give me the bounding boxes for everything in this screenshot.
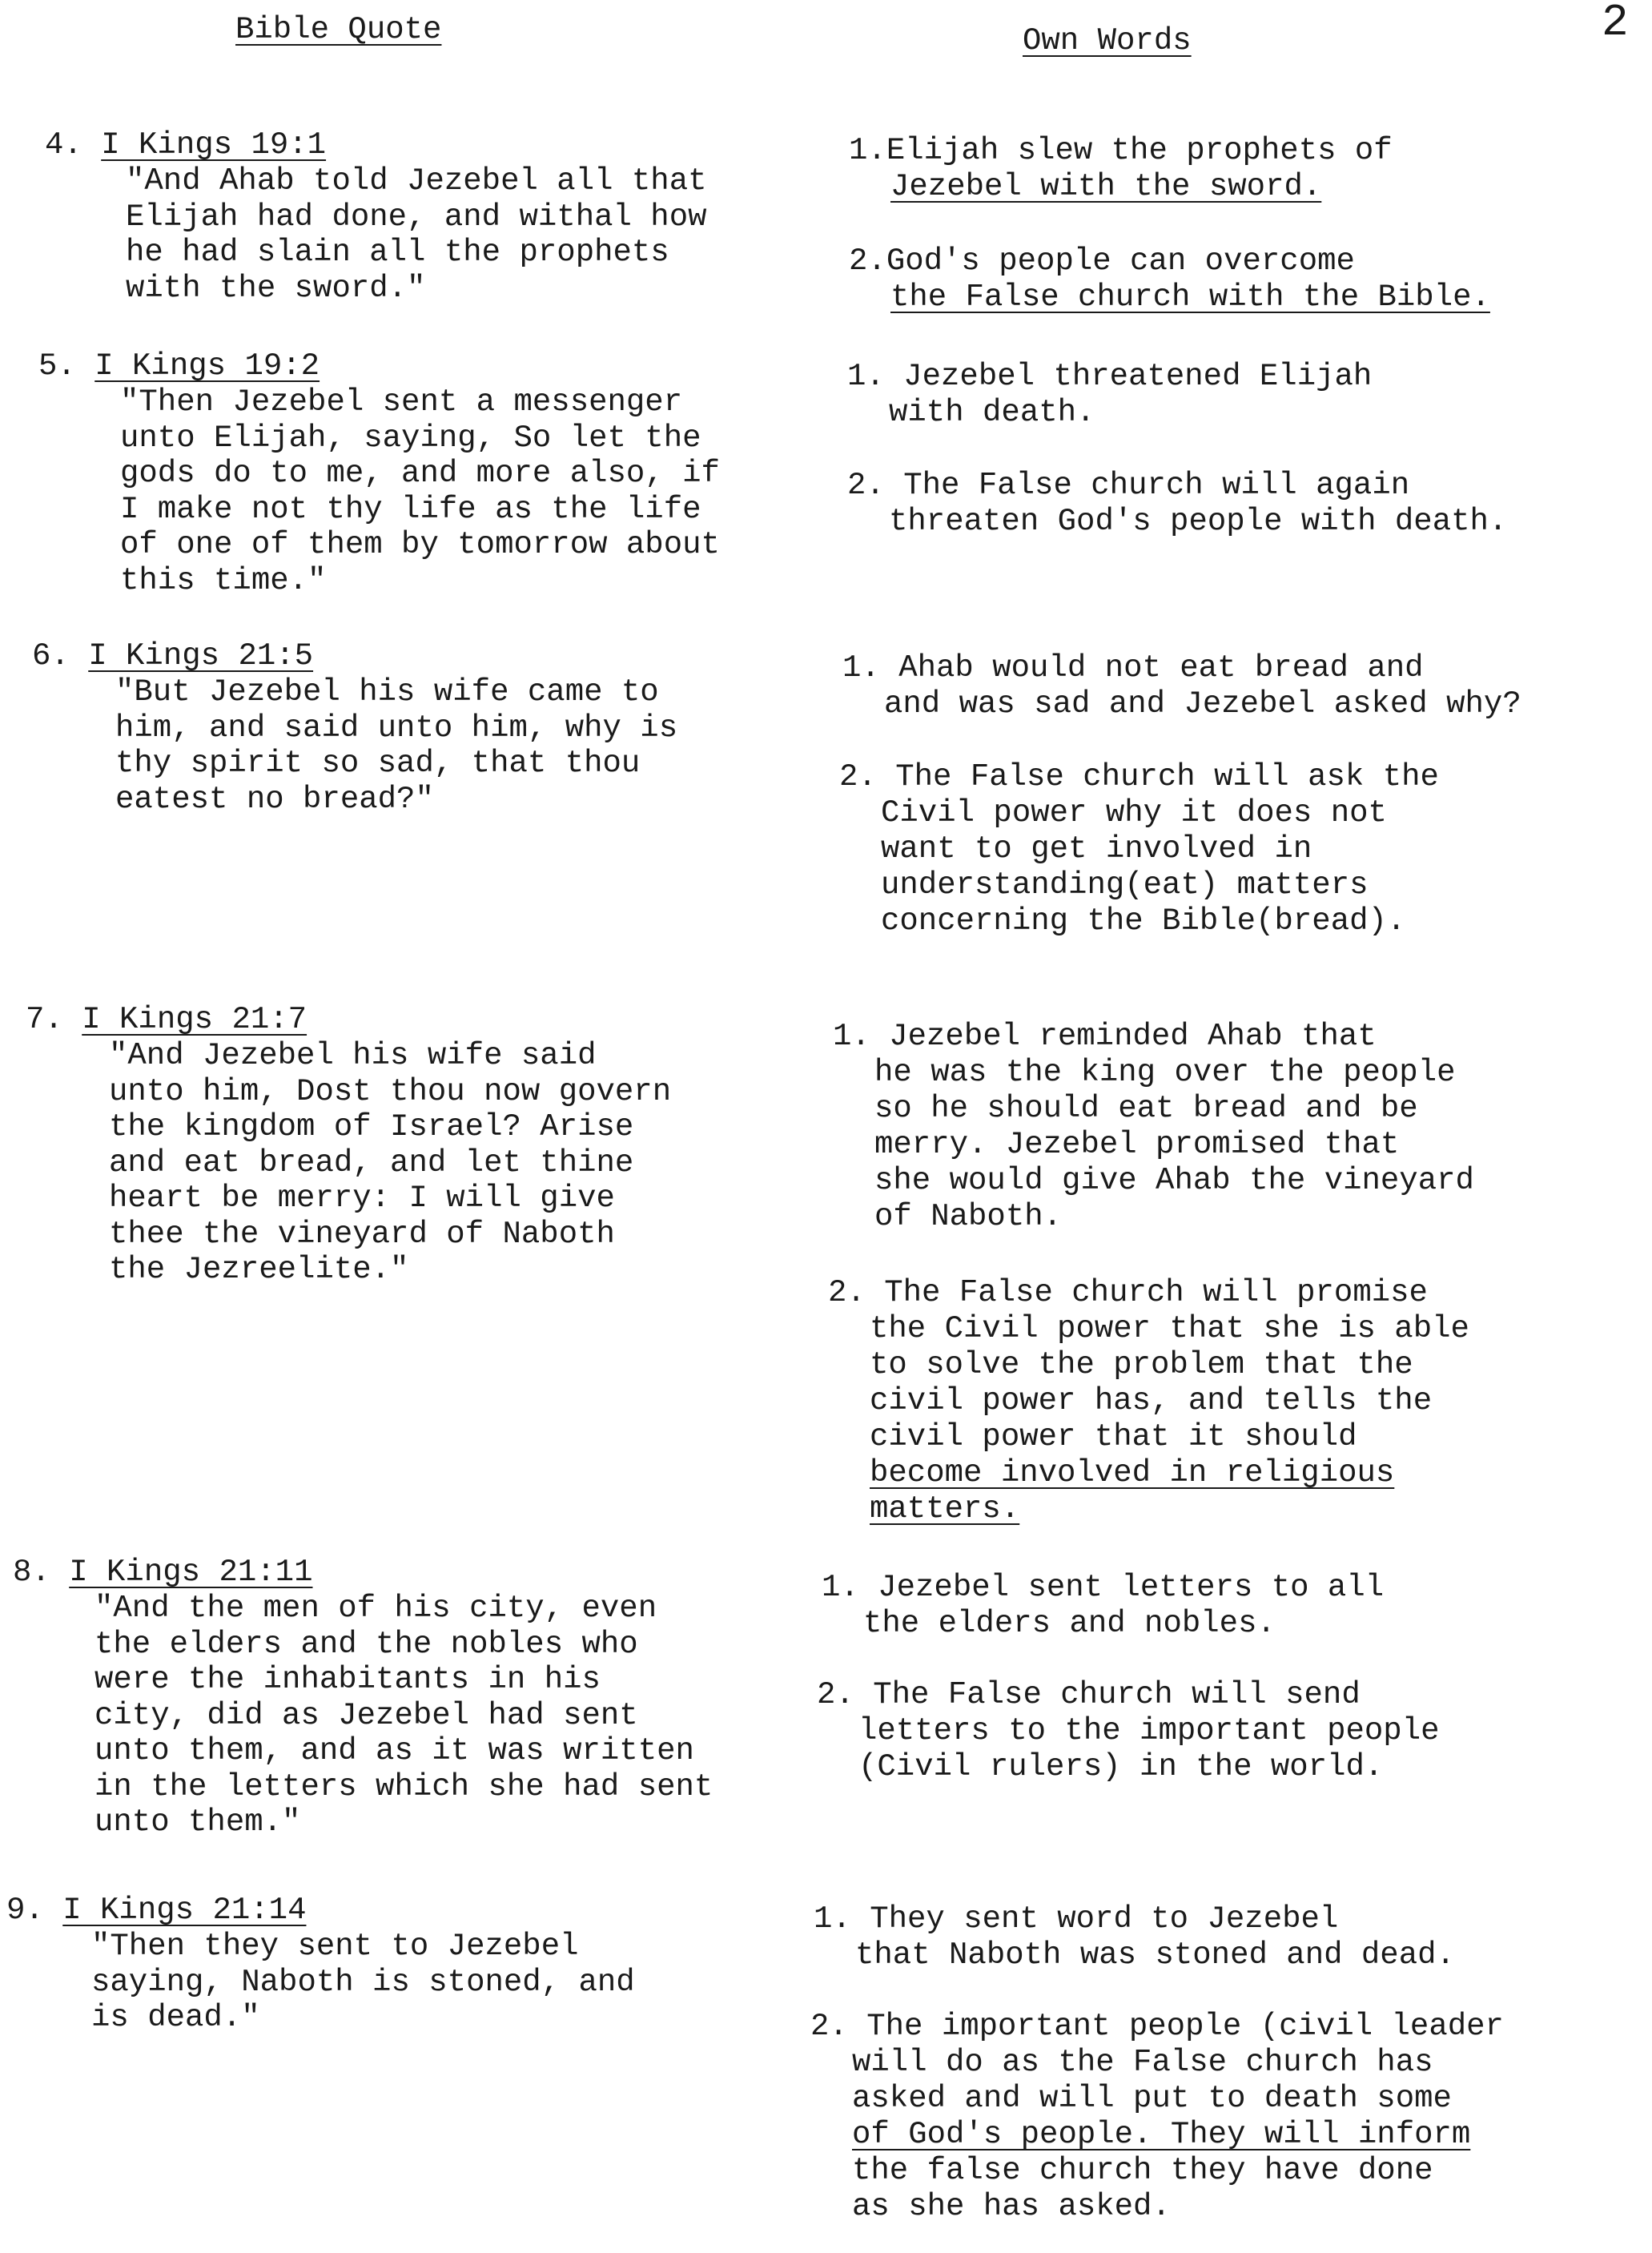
quote-line: "And Jezebel his wife said bbox=[109, 1038, 597, 1073]
entry-6 bbox=[32, 638, 677, 817]
point-number: 2. bbox=[828, 1275, 866, 1310]
entry-number: 9. bbox=[6, 1893, 44, 1928]
point-line: to solve the problem that the bbox=[870, 1347, 1413, 1382]
quote-line: the Jezreelite." bbox=[109, 1252, 409, 1287]
verse-reference bbox=[26, 1001, 671, 1038]
quote-line: is dead." bbox=[91, 2000, 260, 2035]
quote-line: thy spirit so sad, that thou bbox=[115, 746, 641, 781]
point-line: Jezebel with the sword. bbox=[890, 169, 1322, 204]
point-6-1 bbox=[842, 650, 1521, 722]
point-5-2 bbox=[847, 468, 1507, 540]
point-line: understanding(eat) matters bbox=[881, 867, 1369, 903]
quote-line: him, and said unto him, why is bbox=[115, 710, 678, 746]
point-line: want to get involved in bbox=[881, 831, 1312, 867]
point-5-1 bbox=[847, 359, 1372, 431]
quote-line: "Then they sent to Jezebel bbox=[91, 1929, 579, 1964]
point-line: (Civil rulers) in the world. bbox=[858, 1749, 1384, 1784]
point-line: Jezebel reminded Ahab that bbox=[889, 1019, 1377, 1054]
point-6-2 bbox=[839, 759, 1439, 939]
point-line: The False church will send bbox=[873, 1677, 1361, 1712]
point-line: the elders and nobles. bbox=[863, 1606, 1276, 1641]
point-line: concerning the Bible(bread). bbox=[881, 903, 1406, 939]
point-4-2 bbox=[849, 243, 1490, 316]
point-number: 2. bbox=[810, 2009, 848, 2044]
entry-number: 6. bbox=[32, 638, 70, 674]
point-line: Ahab would not eat bread and bbox=[898, 650, 1424, 686]
quote-line: thee the vineyard of Naboth bbox=[109, 1216, 615, 1252]
quote-line: city, did as Jezebel had sent bbox=[94, 1697, 638, 1733]
verse-ref-text: I Kings 19:1 bbox=[101, 127, 327, 163]
point-number: 1. bbox=[849, 133, 886, 168]
quote-line: Elijah had done, and withal how bbox=[126, 199, 707, 235]
point-line: The False church will again bbox=[903, 468, 1410, 503]
quote-line: unto Elijah, saying, So let the bbox=[120, 420, 701, 456]
point-number: 1. bbox=[822, 1570, 859, 1605]
quote-line: the elders and the nobles who bbox=[94, 1626, 638, 1662]
point-number: 2. bbox=[847, 468, 885, 503]
point-number: 2. bbox=[849, 243, 886, 279]
quote-line: I make not thy life as the life bbox=[120, 491, 701, 527]
point-line: The False church will ask the bbox=[895, 759, 1439, 795]
point-line: of God's people. They will inform bbox=[852, 2117, 1471, 2152]
quote bbox=[38, 384, 720, 598]
point-7-1 bbox=[833, 1019, 1474, 1235]
point-line: threaten God's people with death. bbox=[889, 504, 1508, 539]
point-line: God's people can overcome bbox=[886, 243, 1355, 279]
entry-9 bbox=[6, 1892, 635, 2036]
point-line: merry. Jezebel promised that bbox=[874, 1127, 1400, 1162]
quote-line: and eat bread, and let thine bbox=[109, 1145, 634, 1181]
heading-own-words: Own Words bbox=[1023, 23, 1192, 58]
point-line: and was sad and Jezebel asked why? bbox=[884, 686, 1521, 722]
point-line: with death. bbox=[889, 395, 1095, 430]
point-line: as she has asked. bbox=[852, 2189, 1171, 2224]
point-number: 1. bbox=[814, 1901, 851, 1937]
point-line: The False church will promise bbox=[884, 1275, 1428, 1310]
quote-line: eatest no bread?" bbox=[115, 781, 434, 817]
quote-line: in the letters which she had sent bbox=[94, 1768, 713, 1804]
point-number: 2. bbox=[839, 759, 877, 795]
point-number: 1. bbox=[833, 1019, 870, 1054]
verse-reference bbox=[38, 348, 720, 384]
verse-reference bbox=[13, 1554, 713, 1591]
point-line: that Naboth was stoned and dead. bbox=[855, 1937, 1455, 1973]
point-9-2 bbox=[810, 2009, 1504, 2225]
point-line: Elijah slew the prophets of bbox=[886, 133, 1393, 168]
point-line: so he should eat bread and be bbox=[874, 1091, 1418, 1126]
quote bbox=[26, 1038, 671, 1288]
quote-line: with the sword." bbox=[126, 270, 426, 306]
verse-ref-text: I Kings 21:5 bbox=[88, 638, 314, 674]
point-line: she would give Ahab the vineyard bbox=[874, 1163, 1474, 1198]
point-line: Jezebel sent letters to all bbox=[878, 1570, 1385, 1605]
point-line: Civil power why it does not bbox=[881, 795, 1387, 831]
quote-line: of one of them by tomorrow about bbox=[120, 527, 720, 562]
point-line: of Naboth. bbox=[874, 1199, 1063, 1234]
quote bbox=[6, 1929, 635, 2036]
quote-line: "But Jezebel his wife came to bbox=[115, 674, 659, 710]
quote-line: unto them." bbox=[94, 1804, 301, 1840]
entry-8 bbox=[13, 1554, 713, 1841]
point-7-2 bbox=[828, 1275, 1469, 1527]
point-line: become involved in religious bbox=[870, 1455, 1395, 1491]
point-line: matters. bbox=[870, 1491, 1020, 1527]
entry-number: 8. bbox=[13, 1555, 50, 1590]
quote-line: this time." bbox=[120, 562, 327, 598]
verse-ref-text: I Kings 19:2 bbox=[94, 348, 320, 384]
quote-line: were the inhabitants in his bbox=[94, 1662, 601, 1697]
point-line: Jezebel threatened Elijah bbox=[903, 359, 1373, 394]
heading-bible-quote: Bible Quote bbox=[235, 12, 442, 47]
point-8-2 bbox=[817, 1677, 1440, 1785]
quote-line: "And Ahab told Jezebel all that bbox=[126, 163, 707, 199]
quote-line: "Then Jezebel sent a messenger bbox=[120, 384, 683, 420]
point-line: letters to the important people bbox=[858, 1713, 1440, 1748]
verse-ref-text: I Kings 21:14 bbox=[62, 1893, 307, 1928]
point-9-1 bbox=[814, 1901, 1455, 1973]
quote-line: the kingdom of Israel? Arise bbox=[109, 1109, 634, 1145]
point-8-1 bbox=[822, 1570, 1384, 1642]
point-line: civil power that it should bbox=[870, 1419, 1357, 1454]
verse-reference bbox=[45, 127, 707, 163]
point-line: They sent word to Jezebel bbox=[870, 1901, 1339, 1937]
entry-number: 5. bbox=[38, 348, 76, 384]
point-number: 1. bbox=[847, 359, 885, 394]
quote-line: he had slain all the prophets bbox=[126, 235, 669, 270]
quote-line: saying, Naboth is stoned, and bbox=[91, 1964, 635, 2000]
verse-ref-text: I Kings 21:11 bbox=[69, 1555, 313, 1590]
entry-4 bbox=[45, 127, 707, 306]
point-line: civil power has, and tells the bbox=[870, 1383, 1433, 1418]
quote-line: gods do to me, and more also, if bbox=[120, 456, 720, 491]
quote-line: heart be merry: I will give bbox=[109, 1181, 615, 1216]
point-4-1 bbox=[849, 133, 1393, 205]
page-number: 2 bbox=[1602, 0, 1629, 48]
point-number: 2. bbox=[817, 1677, 854, 1712]
point-line: the Civil power that she is able bbox=[870, 1311, 1469, 1346]
entry-number: 7. bbox=[26, 1002, 63, 1037]
point-line: asked and will put to death some bbox=[852, 2081, 1452, 2116]
verse-reference bbox=[6, 1892, 635, 1929]
verse-ref-text: I Kings 21:7 bbox=[82, 1002, 307, 1037]
point-line: The important people (civil leader bbox=[866, 2009, 1504, 2044]
point-line: the false church they have done bbox=[852, 2153, 1433, 2188]
quote-line: unto them, and as it was written bbox=[94, 1733, 694, 1768]
verse-reference bbox=[32, 638, 677, 674]
entry-5 bbox=[38, 348, 720, 598]
point-line: he was the king over the people bbox=[874, 1055, 1456, 1090]
quote-line: "And the men of his city, even bbox=[94, 1591, 657, 1626]
point-line: will do as the False church has bbox=[852, 2045, 1433, 2080]
point-line: the False church with the Bible. bbox=[890, 280, 1490, 315]
quote bbox=[32, 674, 677, 817]
point-number: 1. bbox=[842, 650, 880, 686]
quote bbox=[45, 163, 707, 306]
entry-number: 4. bbox=[45, 127, 82, 163]
entry-7 bbox=[26, 1001, 671, 1288]
quote bbox=[13, 1591, 713, 1841]
quote-line: unto him, Dost thou now govern bbox=[109, 1073, 672, 1109]
